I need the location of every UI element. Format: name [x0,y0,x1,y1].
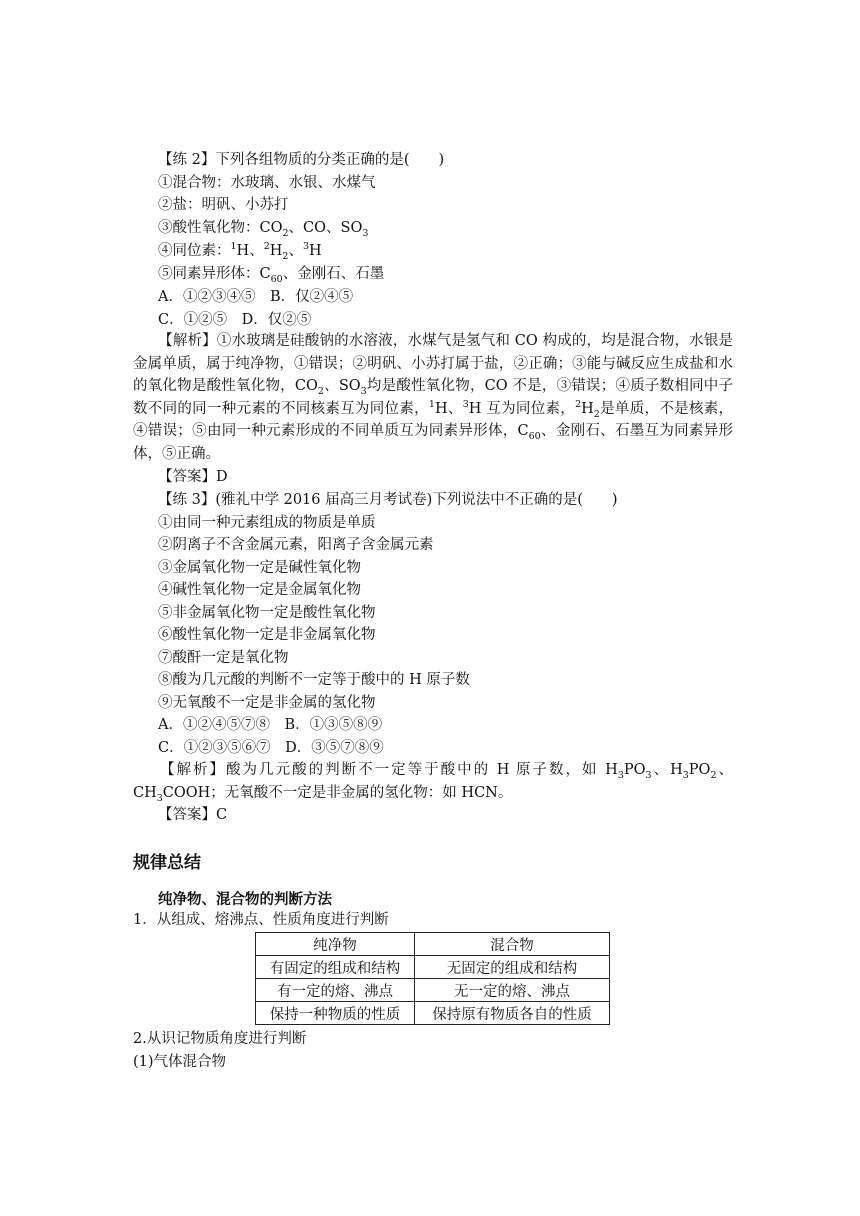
table-header-cell: 纯净物 [256,933,415,956]
table-row [256,956,610,979]
exercise-2-item-4: ④同位素：$^1$H、$^2H_2$、$^3$H [158,241,322,262]
summary-point-2-1: (1)气体混合物 [133,1054,227,1070]
exercise-3-options-ab: A．①②④⑤⑦⑧ B．①③⑤⑧⑨ [158,717,383,733]
exercise-2-options-cd: C．①②⑤ D．仅②⑤ [158,312,312,328]
section-subheading: 纯净物、混合物的判断方法 [158,892,332,908]
exercise-2-item-2: ②盐：明矾、小苏打 [158,197,289,213]
exercise-3-item-8: ⑧酸为几元酸的判断不一定等于酸中的 H 原子数 [158,672,470,688]
exercise-3-options-cd: C．①②③⑤⑥⑦ D．③⑤⑦⑧⑨ [158,740,384,756]
exercise-3-title: 【练 3】(雅礼中学 2016 届高三月考试卷)下列说法中不正确的是( ) [158,492,618,508]
exercise-3-item-7: ⑦酸酐一定是氧化物 [158,650,289,666]
exercise-2-analysis: 【解析】①水玻璃是硅酸钠的水溶液，水煤气是氢气和 CO 构成的，均是混合物，水银是金属单质，属于纯净物，①错误；②明矾、小苏打属于盐，②正确；③能与碱反应生成盐和水的氧化物是酸性氧化物，$CO_2$、$SO_3$均是酸性氧化物，CO 不是，③错误；④质子数相同中子数不同的同一种元素的不同核素互为同位素，$^1$H、$^3$H 互为同位素，$^2H_2$是单质，不是核素，④错误；⑤由同一种元素形成的不同单质互为同素异形体，$C_{60}$、金刚石、石墨互为同素异形体，⑤正确。 [133,333,734,462]
exercise-3-item-3: ③金属氧化物一定是碱性氧化物 [158,560,361,576]
table-row [256,1002,610,1025]
exercise-3-item-5: ⑤非金属氧化物一定是酸性氧化物 [158,605,376,621]
exercise-3-item-9: ⑨无氧酸不一定是非金属的氢化物 [158,695,376,711]
exercise-3-answer: 【答案】C [158,807,228,823]
table-cell: 无固定的组成和结构 [415,956,610,979]
table-cell: 无一定的熔、沸点 [415,979,610,1002]
exercise-2-item-1: ①混合物：水玻璃、水银、水煤气 [158,175,376,191]
summary-point-2: 2.从识记物质角度进行判断 [133,1031,307,1047]
table-cell: 有固定的组成和结构 [256,956,415,979]
table-cell: 保持一种物质的性质 [256,1002,415,1025]
table-cell: 有一定的熔、沸点 [256,979,415,1002]
table-row [256,979,610,1002]
exercise-2-answer: 【答案】D [158,469,228,485]
table-header-cell: 混合物 [415,933,610,956]
section-heading: 规律总结 [133,853,201,873]
table-header-row [256,933,610,956]
exercise-3-item-6: ⑥酸性氧化物一定是非金属氧化物 [158,627,376,643]
table-cell: 保持原有物质各自的性质 [415,1002,610,1025]
exercise-3-item-1: ①由同一种元素组成的物质是单质 [158,515,376,531]
exercise-2-item-5: ⑤同素异形体：$C_{60}$、金刚石、石墨 [158,266,385,285]
exercise-3-item-2: ②阴离子不含金属元素，阳离子含金属元素 [158,537,434,553]
comparison-table [255,932,610,1025]
exercise-2-item-3: ③酸性氧化物：$CO_2$、CO、$SO_3$ [158,220,369,239]
exercise-2-options-ab: A．①②③④⑤ B．仅②④⑤ [158,289,354,305]
exercise-3-item-4: ④碱性氧化物一定是金属氧化物 [158,582,361,598]
exercise-3-analysis: 【解析】酸为几元酸的判断不一定等于酸中的 H 原子数，如 $H_3PO_3$、$H_3PO_2$、$CH_3COOH$；无氧酸不一定是非金属的氢化物：如 HCN。 [133,762,734,804]
summary-point-1: 1．从组成、熔沸点、性质角度进行判断 [133,912,389,928]
exercise-2-title: 【练 2】下列各组物质的分类正确的是( ) [158,152,445,168]
